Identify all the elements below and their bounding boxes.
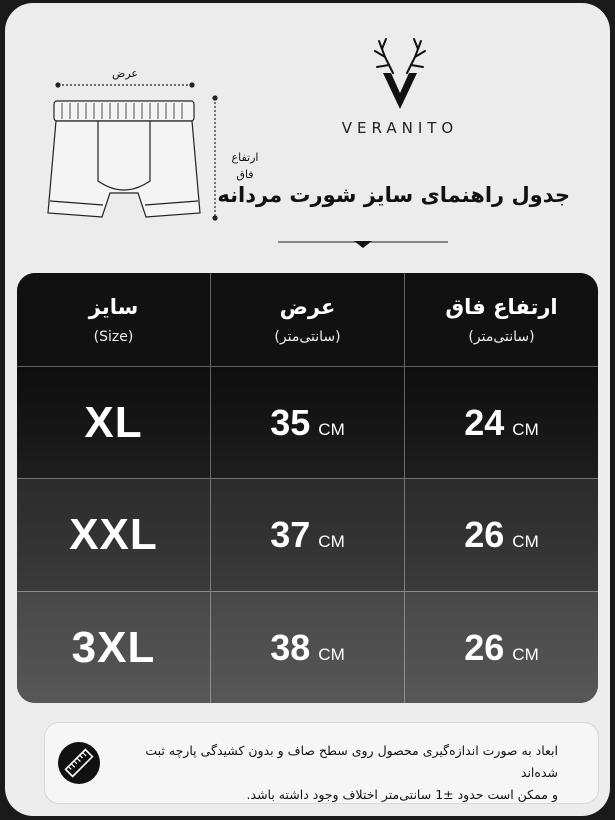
deer-antler-icon — [355, 33, 445, 113]
table-row — [17, 366, 598, 478]
size-value: 3XL — [71, 622, 156, 672]
rise-cell — [404, 479, 598, 591]
table-row — [17, 478, 598, 591]
width-value: 37 — [270, 514, 311, 555]
unit-label: CM — [318, 644, 345, 664]
page-title: جدول راهنمای سایز شورت مردانه — [217, 183, 570, 207]
rise-cell — [404, 367, 598, 478]
width-cell — [210, 367, 404, 478]
size-value: XXL — [69, 510, 158, 559]
size-guide-card — [5, 3, 610, 816]
unit-label: CM — [318, 419, 345, 439]
unit-label: CM — [512, 532, 539, 551]
header-width — [210, 273, 404, 366]
unit-label: CM — [318, 532, 345, 551]
rise-label-line2: فاق — [236, 168, 254, 181]
title-divider — [278, 240, 448, 250]
ruler-icon — [57, 741, 101, 785]
rise-value: 26 — [464, 626, 505, 668]
rise-value: 24 — [464, 401, 505, 443]
width-value: 38 — [270, 626, 311, 668]
width-value: 35 — [270, 401, 311, 443]
measurement-note — [45, 723, 598, 803]
size-table — [17, 273, 598, 703]
header-width-label: عرض — [279, 294, 336, 319]
note-text — [118, 740, 558, 806]
header-size-label: سایز — [88, 294, 139, 319]
header-rise-label: ارتفاع فاق — [445, 294, 558, 319]
size-cell — [17, 367, 210, 478]
width-cell — [210, 479, 404, 591]
note-line-2: و ممکن است حدود ±1 سانتی‌متر اختلاف وجود داشته باشد. — [246, 787, 558, 802]
table-header-row — [17, 273, 598, 366]
rise-cell — [404, 592, 598, 703]
header-size — [17, 273, 210, 366]
note-line-1: ابعاد به صورت اندازه‌گیری محصول روی سطح صاف و بدون کشیدگی پارچه ثبت شده‌اند — [145, 743, 558, 780]
header-rise — [404, 273, 598, 366]
brand-name: VERANITO — [341, 119, 459, 137]
size-cell — [17, 592, 210, 703]
shorts-diagram — [40, 63, 260, 233]
width-cell — [210, 592, 404, 703]
width-label: عرض — [112, 67, 138, 80]
unit-label: CM — [512, 644, 539, 664]
brand-logo — [330, 33, 470, 143]
unit-label: CM — [512, 419, 539, 439]
header-width-unit: (سانتی‌متر) — [274, 328, 341, 345]
header-size-sub: (Size) — [93, 328, 134, 345]
size-value: XL — [84, 397, 143, 447]
table-row — [17, 591, 598, 703]
header-rise-unit: (سانتی‌متر) — [468, 328, 535, 345]
rise-label-line1: ارتفاع — [231, 151, 259, 164]
size-cell — [17, 479, 210, 591]
rise-value: 26 — [464, 514, 505, 555]
